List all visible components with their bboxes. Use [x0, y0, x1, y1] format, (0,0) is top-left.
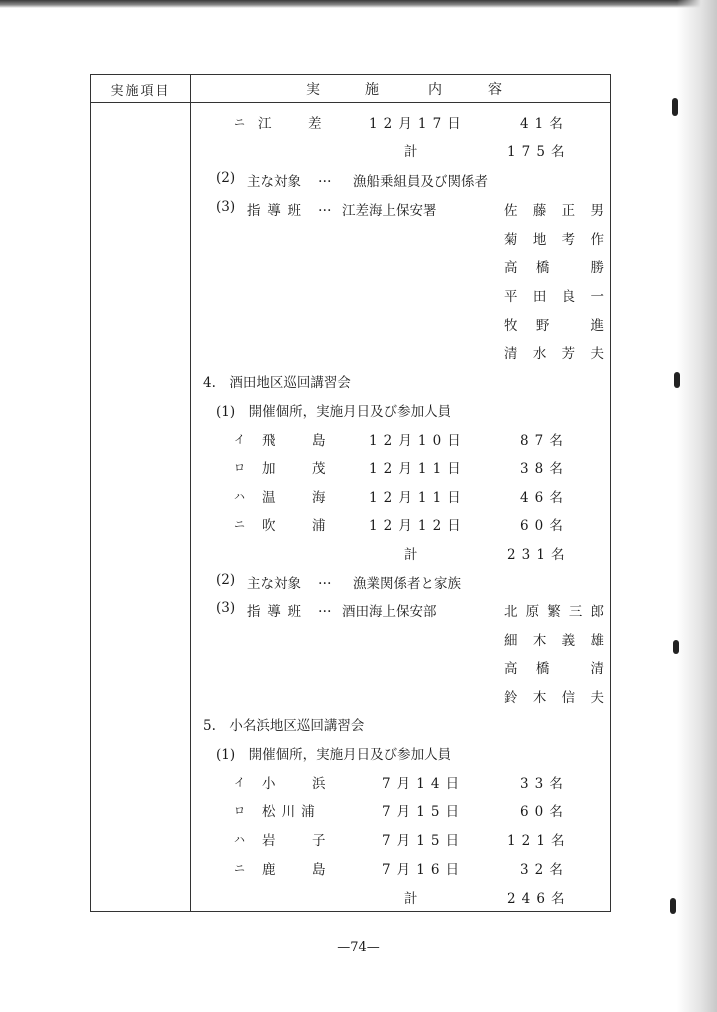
venue-row [0, 858, 717, 878]
instructor-row [0, 600, 717, 620]
section-title: 4. 酒田地区巡回講習会 [203, 375, 351, 391]
venue-count: 46名 [520, 490, 569, 506]
item-value: 漁業関係者と家族 [353, 576, 461, 592]
instructor-name: 清 水 芳 夫 [504, 346, 604, 362]
instructor-name: 佐 藤 正 男 [504, 203, 604, 219]
venue-count: 60名 [520, 518, 569, 534]
venue-row [0, 457, 717, 477]
total-value: 175名 [507, 144, 571, 160]
instructor-row [0, 686, 717, 706]
instructor-name: 平 田 良 一 [504, 289, 604, 305]
instructor-name: 北 原 繁 三 郎 [504, 604, 604, 620]
venue-place: 松川浦 [262, 804, 321, 820]
header-char: 実 [306, 82, 320, 98]
instructor-name: 牧 野 進 [504, 318, 604, 334]
section-title: 5. 小名浜地区巡回講習会 [203, 718, 365, 734]
venue-date: 7月16日 [382, 862, 466, 878]
venue-place: 吹 浦 [262, 518, 337, 534]
venue-date: 12月10日 [369, 433, 467, 449]
total-label: 計 [404, 547, 418, 563]
venue-count: 38名 [520, 461, 569, 477]
item-number: (3) [216, 199, 236, 215]
target-row [0, 572, 717, 592]
total-label: 計 [404, 144, 418, 160]
venue-date: 12月11日 [369, 490, 467, 506]
venue-mark: イ [234, 776, 245, 789]
total-row [0, 140, 717, 160]
venue-count: 33名 [520, 776, 569, 792]
instructor-row [0, 199, 717, 219]
venue-mark: ハ [234, 833, 245, 846]
subsection-row [0, 400, 717, 420]
item-value: 漁船乗組員及び関係者 [353, 174, 488, 190]
venue-mark: イ [234, 433, 245, 446]
venue-date: 12月12日 [369, 518, 467, 534]
instructor-org: 酒田海上保安部 [342, 604, 437, 620]
item-label: 指導班 [247, 203, 308, 219]
venue-place: 岩 子 [262, 833, 337, 849]
instructor-name: 鈴 木 信 夫 [504, 690, 604, 706]
instructor-row [0, 256, 717, 276]
item-dots: … [318, 572, 332, 588]
venue-place: 江 差 [258, 116, 333, 132]
venue-row [0, 514, 717, 534]
item-number: (3) [216, 600, 236, 616]
total-value: 231名 [507, 547, 571, 563]
venue-place: 小 浜 [262, 776, 337, 792]
instructor-row [0, 657, 717, 677]
item-label: 指導班 [247, 604, 308, 620]
venue-mark: ニ [234, 116, 245, 129]
section-title-row [0, 371, 717, 391]
item-number: (2) [216, 170, 236, 186]
venue-place: 飛 島 [262, 433, 337, 449]
subsection-title: (1) 開催個所，実施月日及び参加人員 [216, 404, 452, 420]
subsection-title: (1) 開催個所，実施月日及び参加人員 [216, 747, 452, 763]
venue-mark: ロ [234, 804, 245, 817]
venue-count: 87名 [520, 433, 569, 449]
venue-row [0, 429, 717, 449]
instructor-row [0, 342, 717, 362]
venue-place: 鹿 島 [262, 862, 337, 878]
venue-count: 121名 [507, 833, 571, 849]
instructor-name: 細 木 義 雄 [504, 633, 604, 649]
instructor-row [0, 228, 717, 248]
venue-mark: ロ [234, 461, 245, 474]
venue-date: 7月14日 [382, 776, 466, 792]
item-dots: … [318, 600, 332, 616]
venue-count: 32名 [520, 862, 569, 878]
venue-row [0, 112, 717, 132]
header-char: 内 [428, 82, 442, 98]
page-number: —74— [337, 940, 380, 955]
instructor-name: 菊 地 考 作 [504, 232, 604, 248]
venue-date: 7月15日 [382, 804, 466, 820]
item-number: (2) [216, 572, 236, 588]
venue-date: 12月11日 [369, 461, 467, 477]
total-row [0, 543, 717, 563]
venue-place: 温 海 [262, 490, 337, 506]
item-dots: … [318, 199, 332, 215]
instructor-row [0, 285, 717, 305]
section-title-row [0, 714, 717, 734]
venue-count: 60名 [520, 804, 569, 820]
venue-place: 加 茂 [262, 461, 337, 477]
instructor-name: 高 橋 清 [504, 661, 604, 677]
instructor-name: 高 橋 勝 [504, 260, 604, 276]
venue-mark: ニ [234, 862, 245, 875]
venue-row [0, 800, 717, 820]
subsection-row [0, 743, 717, 763]
item-label: 主な対象 [247, 576, 301, 592]
venue-row [0, 772, 717, 792]
item-dots: … [318, 170, 332, 186]
header-char: 容 [488, 82, 502, 98]
total-value: 246名 [507, 891, 571, 907]
venue-date: 12月17日 [369, 116, 467, 132]
total-row [0, 887, 717, 907]
header-char: 施 [365, 82, 379, 98]
item-label: 主な対象 [247, 174, 301, 190]
venue-date: 7月15日 [382, 833, 466, 849]
instructor-row [0, 314, 717, 334]
venue-row [0, 486, 717, 506]
venue-mark: ニ [234, 518, 245, 531]
venue-mark: ハ [234, 490, 245, 503]
instructor-row [0, 629, 717, 649]
target-row [0, 170, 717, 190]
total-label: 計 [404, 891, 418, 907]
venue-count: 41名 [520, 116, 569, 132]
instructor-org: 江差海上保安署 [342, 203, 437, 219]
header-implementation-item: 実施項目 [110, 84, 171, 99]
venue-row [0, 829, 717, 849]
